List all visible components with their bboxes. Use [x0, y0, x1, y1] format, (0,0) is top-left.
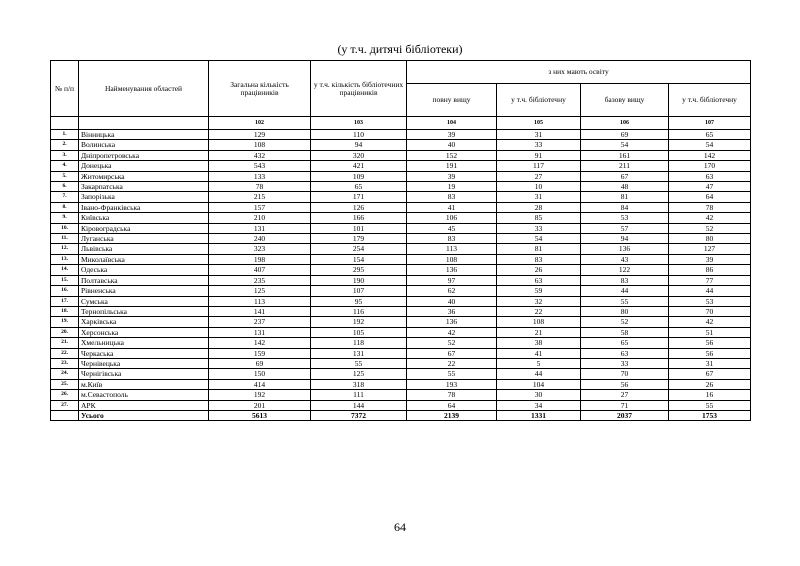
- row-number: 20.: [51, 327, 79, 337]
- value-cell: 43: [581, 254, 669, 264]
- value-cell: 127: [669, 244, 751, 254]
- value-cell: 80: [669, 234, 751, 244]
- table-row: [51, 265, 751, 275]
- total-value: 1331: [497, 410, 581, 420]
- table-row: [51, 400, 751, 410]
- row-number: 5.: [51, 171, 79, 181]
- value-cell: 192: [311, 317, 407, 327]
- value-cell: 42: [669, 213, 751, 223]
- value-cell: 191: [407, 161, 497, 171]
- value-cell: 56: [669, 338, 751, 348]
- header-librarians: у т.ч. кількість бібліотечних працівників: [311, 61, 407, 117]
- table-row: [51, 358, 751, 368]
- row-number: 22.: [51, 348, 79, 358]
- value-cell: 198: [209, 254, 311, 264]
- value-cell: 39: [407, 171, 497, 181]
- region-name: Луганська: [79, 234, 209, 244]
- value-cell: 150: [209, 369, 311, 379]
- value-cell: 81: [581, 192, 669, 202]
- value-cell: 42: [669, 317, 751, 327]
- value-cell: 113: [407, 244, 497, 254]
- value-cell: 69: [209, 358, 311, 368]
- table-title: (у т.ч. дитячі бібліотеки): [337, 42, 463, 56]
- value-cell: 295: [311, 265, 407, 275]
- header-total: Загальна кількість працівників: [209, 61, 311, 117]
- value-cell: 109: [311, 171, 407, 181]
- region-name: Кіровоградська: [79, 223, 209, 233]
- total-value: 2037: [581, 410, 669, 420]
- header-higher-lib: у т.ч. бібліотечну: [497, 84, 581, 117]
- value-cell: 54: [497, 234, 581, 244]
- value-cell: 136: [407, 265, 497, 275]
- value-cell: 53: [581, 213, 669, 223]
- value-cell: 133: [209, 171, 311, 181]
- row-number: 7.: [51, 192, 79, 202]
- library-staff-table: [50, 60, 751, 421]
- value-cell: 52: [669, 223, 751, 233]
- region-name: Харківська: [79, 317, 209, 327]
- table-row: [51, 317, 751, 327]
- value-cell: 85: [497, 213, 581, 223]
- region-name: Хмельницька: [79, 338, 209, 348]
- region-name: Рівненська: [79, 286, 209, 296]
- value-cell: 5: [497, 358, 581, 368]
- region-name: м.Київ: [79, 379, 209, 389]
- value-cell: 83: [407, 192, 497, 202]
- region-name: Закарпатська: [79, 182, 209, 192]
- value-cell: 118: [311, 338, 407, 348]
- row-number: 1.: [51, 130, 79, 140]
- value-cell: 101: [311, 223, 407, 233]
- region-name: Чернівецька: [79, 358, 209, 368]
- region-name: Львівська: [79, 244, 209, 254]
- value-cell: 69: [581, 130, 669, 140]
- value-cell: 31: [497, 130, 581, 140]
- region-name: Миколаївська: [79, 254, 209, 264]
- value-cell: 39: [669, 254, 751, 264]
- value-cell: 81: [497, 244, 581, 254]
- header-basic-lib: у т.ч. бібліотечну: [669, 84, 751, 117]
- value-cell: 28: [497, 202, 581, 212]
- value-cell: 111: [311, 390, 407, 400]
- header-region: Найменування областей: [79, 61, 209, 117]
- row-number: 27.: [51, 400, 79, 410]
- value-cell: 83: [497, 254, 581, 264]
- value-cell: 80: [581, 306, 669, 316]
- value-cell: 125: [311, 369, 407, 379]
- table-row: [51, 306, 751, 316]
- value-cell: 104: [497, 379, 581, 389]
- value-cell: 55: [669, 400, 751, 410]
- value-cell: 10: [497, 182, 581, 192]
- table-row: [51, 140, 751, 150]
- value-cell: 320: [311, 150, 407, 160]
- row-number: 18.: [51, 306, 79, 316]
- table-row: [51, 348, 751, 358]
- value-cell: 95: [311, 296, 407, 306]
- value-cell: 40: [407, 140, 497, 150]
- value-cell: 117: [497, 161, 581, 171]
- total-row: [51, 410, 751, 420]
- value-cell: 83: [581, 275, 669, 285]
- value-cell: 22: [407, 358, 497, 368]
- value-cell: 407: [209, 265, 311, 275]
- region-name: Волинська: [79, 140, 209, 150]
- value-cell: 26: [497, 265, 581, 275]
- value-cell: 53: [669, 296, 751, 306]
- value-cell: 136: [407, 317, 497, 327]
- region-name: Вінницька: [79, 130, 209, 140]
- value-cell: 235: [209, 275, 311, 285]
- value-cell: 67: [669, 369, 751, 379]
- value-cell: 414: [209, 379, 311, 389]
- row-number: 11.: [51, 234, 79, 244]
- region-name: Одеська: [79, 265, 209, 275]
- value-cell: 58: [581, 327, 669, 337]
- value-cell: 161: [581, 150, 669, 160]
- value-cell: 33: [497, 223, 581, 233]
- row-number: 15.: [51, 275, 79, 285]
- table-row: [51, 161, 751, 171]
- region-name: Полтавська: [79, 275, 209, 285]
- value-cell: 78: [407, 390, 497, 400]
- value-cell: 27: [581, 390, 669, 400]
- value-cell: 125: [209, 286, 311, 296]
- value-cell: 57: [581, 223, 669, 233]
- value-cell: 31: [669, 358, 751, 368]
- value-cell: 110: [311, 130, 407, 140]
- value-cell: 83: [407, 234, 497, 244]
- page-number: 64: [394, 520, 406, 534]
- value-cell: 39: [407, 130, 497, 140]
- value-cell: 141: [209, 306, 311, 316]
- value-cell: 63: [497, 275, 581, 285]
- region-name: Дніпропетровська: [79, 150, 209, 160]
- value-cell: 113: [209, 296, 311, 306]
- value-cell: 47: [669, 182, 751, 192]
- value-cell: 170: [669, 161, 751, 171]
- row-number: 17.: [51, 296, 79, 306]
- value-cell: 131: [209, 327, 311, 337]
- table-row: [51, 286, 751, 296]
- value-cell: 131: [209, 223, 311, 233]
- value-cell: 179: [311, 234, 407, 244]
- region-name: Донецька: [79, 161, 209, 171]
- value-cell: 33: [581, 358, 669, 368]
- table-row: [51, 130, 751, 140]
- value-cell: 44: [581, 286, 669, 296]
- value-cell: 31: [497, 192, 581, 202]
- region-name: м.Севастополь: [79, 390, 209, 400]
- value-cell: 152: [407, 150, 497, 160]
- value-cell: 55: [407, 369, 497, 379]
- value-cell: 126: [311, 202, 407, 212]
- value-cell: 52: [407, 338, 497, 348]
- code-cell: 103: [311, 117, 407, 130]
- value-cell: 65: [669, 130, 751, 140]
- value-cell: 32: [497, 296, 581, 306]
- value-cell: 171: [311, 192, 407, 202]
- table-row: [51, 296, 751, 306]
- value-cell: 55: [581, 296, 669, 306]
- row-number: 2.: [51, 140, 79, 150]
- table-row: [51, 202, 751, 212]
- code-cell: 106: [581, 117, 669, 130]
- region-name: Житомирська: [79, 171, 209, 181]
- value-cell: 27: [497, 171, 581, 181]
- value-cell: 84: [581, 202, 669, 212]
- row-number: 23.: [51, 358, 79, 368]
- value-cell: 65: [311, 182, 407, 192]
- table-row: [51, 182, 751, 192]
- row-number: 24.: [51, 369, 79, 379]
- value-cell: 107: [311, 286, 407, 296]
- value-cell: 63: [581, 348, 669, 358]
- value-cell: 116: [311, 306, 407, 316]
- value-cell: 240: [209, 234, 311, 244]
- region-name: Чернігівська: [79, 369, 209, 379]
- value-cell: 142: [669, 150, 751, 160]
- region-name: Запорізька: [79, 192, 209, 202]
- table-row: [51, 213, 751, 223]
- value-cell: 45: [407, 223, 497, 233]
- value-cell: 34: [497, 400, 581, 410]
- value-cell: 41: [407, 202, 497, 212]
- value-cell: 71: [581, 400, 669, 410]
- value-cell: 86: [669, 265, 751, 275]
- value-cell: 62: [407, 286, 497, 296]
- value-cell: 19: [407, 182, 497, 192]
- value-cell: 201: [209, 400, 311, 410]
- total-label: Усього: [79, 410, 209, 420]
- value-cell: 42: [407, 327, 497, 337]
- region-name: Івано-Франківська: [79, 202, 209, 212]
- table-row: [51, 379, 751, 389]
- value-cell: 254: [311, 244, 407, 254]
- table-row: [51, 369, 751, 379]
- value-cell: 77: [669, 275, 751, 285]
- value-cell: 210: [209, 213, 311, 223]
- table-row: [51, 254, 751, 264]
- value-cell: 54: [581, 140, 669, 150]
- table-row: [51, 244, 751, 254]
- value-cell: 154: [311, 254, 407, 264]
- value-cell: 16: [669, 390, 751, 400]
- code-cell: 105: [497, 117, 581, 130]
- region-name: Тернопільська: [79, 306, 209, 316]
- value-cell: 105: [311, 327, 407, 337]
- value-cell: 70: [669, 306, 751, 316]
- value-cell: 323: [209, 244, 311, 254]
- value-cell: 40: [407, 296, 497, 306]
- value-cell: 108: [407, 254, 497, 264]
- region-name: Херсонська: [79, 327, 209, 337]
- row-number: 9.: [51, 213, 79, 223]
- row-number: 3.: [51, 150, 79, 160]
- value-cell: 97: [407, 275, 497, 285]
- value-cell: 91: [497, 150, 581, 160]
- row-number: 14.: [51, 265, 79, 275]
- value-cell: 108: [209, 140, 311, 150]
- value-cell: 78: [669, 202, 751, 212]
- header-basic-higher: базову вищу: [581, 84, 669, 117]
- value-cell: 94: [311, 140, 407, 150]
- header-num: № п/п: [51, 61, 79, 117]
- value-cell: 64: [669, 192, 751, 202]
- value-cell: 122: [581, 265, 669, 275]
- code-cell: 102: [209, 117, 311, 130]
- region-name: Київська: [79, 213, 209, 223]
- value-cell: 211: [581, 161, 669, 171]
- region-name: АРК: [79, 400, 209, 410]
- row-number: 6.: [51, 182, 79, 192]
- row-number: 21.: [51, 338, 79, 348]
- total-value: 2139: [407, 410, 497, 420]
- row-number: 26.: [51, 390, 79, 400]
- value-cell: 70: [581, 369, 669, 379]
- value-cell: 432: [209, 150, 311, 160]
- value-cell: 131: [311, 348, 407, 358]
- table-row: [51, 171, 751, 181]
- value-cell: 193: [407, 379, 497, 389]
- row-number: 10.: [51, 223, 79, 233]
- value-cell: 44: [497, 369, 581, 379]
- value-cell: 136: [581, 244, 669, 254]
- value-cell: 166: [311, 213, 407, 223]
- value-cell: 33: [497, 140, 581, 150]
- value-cell: 159: [209, 348, 311, 358]
- value-cell: 67: [407, 348, 497, 358]
- value-cell: 142: [209, 338, 311, 348]
- row-number: 4.: [51, 161, 79, 171]
- value-cell: 108: [497, 317, 581, 327]
- table-row: [51, 150, 751, 160]
- table-row: [51, 338, 751, 348]
- code-cell: 104: [407, 117, 497, 130]
- value-cell: 94: [581, 234, 669, 244]
- value-cell: 129: [209, 130, 311, 140]
- region-name: Черкаська: [79, 348, 209, 358]
- value-cell: 55: [311, 358, 407, 368]
- total-value: 7372: [311, 410, 407, 420]
- value-cell: 52: [581, 317, 669, 327]
- total-value: 5613: [209, 410, 311, 420]
- value-cell: 36: [407, 306, 497, 316]
- value-cell: 63: [669, 171, 751, 181]
- row-number: 16.: [51, 286, 79, 296]
- value-cell: 21: [497, 327, 581, 337]
- value-cell: 157: [209, 202, 311, 212]
- row-number: 12.: [51, 244, 79, 254]
- value-cell: 190: [311, 275, 407, 285]
- value-cell: 78: [209, 182, 311, 192]
- row-number: 13.: [51, 254, 79, 264]
- table-row: [51, 390, 751, 400]
- header-education-group: з них мають освіту: [407, 61, 751, 84]
- value-cell: 64: [407, 400, 497, 410]
- row-number: 19.: [51, 317, 79, 327]
- table-row: [51, 234, 751, 244]
- value-cell: 26: [669, 379, 751, 389]
- table-row: [51, 327, 751, 337]
- value-cell: 67: [581, 171, 669, 181]
- value-cell: 543: [209, 161, 311, 171]
- value-cell: 318: [311, 379, 407, 389]
- value-cell: 237: [209, 317, 311, 327]
- table-row: [51, 192, 751, 202]
- value-cell: 421: [311, 161, 407, 171]
- header-higher: повну вищу: [407, 84, 497, 117]
- value-cell: 106: [407, 213, 497, 223]
- value-cell: 144: [311, 400, 407, 410]
- value-cell: 65: [581, 338, 669, 348]
- value-cell: 48: [581, 182, 669, 192]
- value-cell: 30: [497, 390, 581, 400]
- row-number: 25.: [51, 379, 79, 389]
- value-cell: 41: [497, 348, 581, 358]
- row-number: 8.: [51, 202, 79, 212]
- value-cell: 56: [581, 379, 669, 389]
- value-cell: 215: [209, 192, 311, 202]
- table-row: [51, 223, 751, 233]
- value-cell: 44: [669, 286, 751, 296]
- value-cell: 22: [497, 306, 581, 316]
- region-name: Сумська: [79, 296, 209, 306]
- value-cell: 59: [497, 286, 581, 296]
- value-cell: 54: [669, 140, 751, 150]
- value-cell: 51: [669, 327, 751, 337]
- table-row: [51, 275, 751, 285]
- value-cell: 192: [209, 390, 311, 400]
- code-cell: 107: [669, 117, 751, 130]
- total-value: 1753: [669, 410, 751, 420]
- value-cell: 38: [497, 338, 581, 348]
- value-cell: 56: [669, 348, 751, 358]
